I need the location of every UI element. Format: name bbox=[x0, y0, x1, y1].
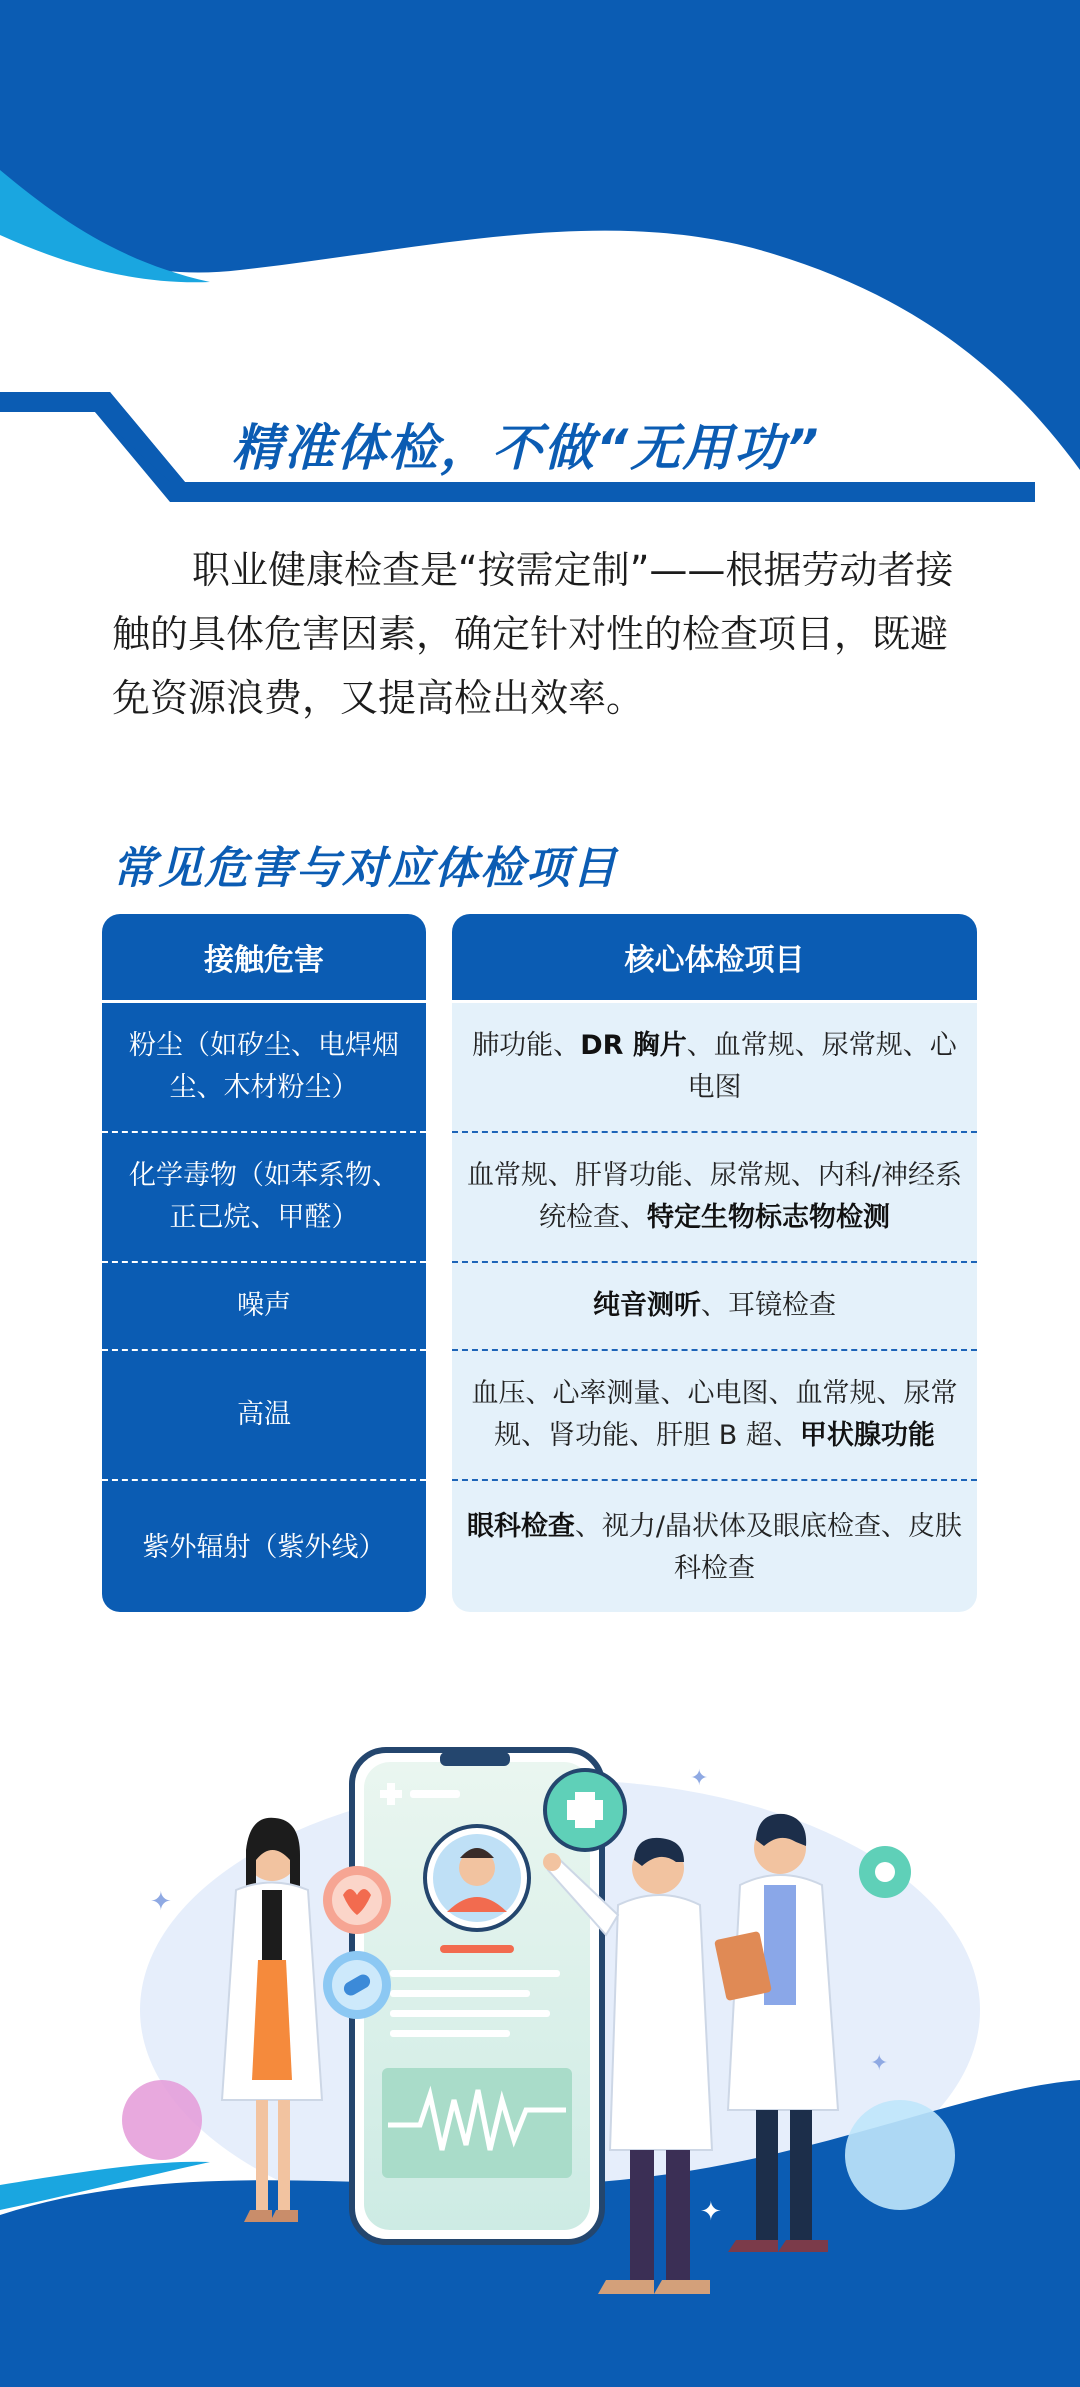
exam-items-column-header: 核心体检项目 bbox=[452, 914, 977, 1003]
headline: 精准体检，不做“无用功” bbox=[232, 419, 821, 477]
hazard-cell: 化学毒物（如苯系物、正己烷、甲醛） bbox=[102, 1133, 426, 1263]
exam-item-highlight: 甲状腺功能 bbox=[799, 1420, 935, 1451]
exam-item-text: 肺功能、 bbox=[472, 1030, 581, 1061]
hazard-cell: 粉尘（如矽尘、电焊烟尘、木材粉尘） bbox=[102, 1003, 426, 1133]
svg-text:✦: ✦ bbox=[700, 2197, 722, 2227]
exam-item-highlight: 眼科检查 bbox=[466, 1511, 575, 1542]
svg-text:✦: ✦ bbox=[150, 1887, 172, 1917]
hazard-column-header: 接触危害 bbox=[102, 914, 426, 1003]
hazard-cell: 噪声 bbox=[102, 1263, 426, 1351]
exam-items-cell bbox=[452, 1481, 977, 1612]
intro-paragraph: 职业健康检查是“按需定制”——根据劳动者接触的具体危害因素，确定针对性的检查项目，既避免资源浪费，又提高检出效率。 bbox=[112, 548, 954, 720]
hazard-cell: 紫外辐射（紫外线） bbox=[142, 1532, 386, 1563]
hazard-column bbox=[102, 914, 426, 1612]
hazard-cell: 高温 bbox=[102, 1351, 426, 1481]
exam-items-column bbox=[452, 914, 977, 1612]
exam-item-highlight: 特定生物标志物检测 bbox=[647, 1202, 890, 1233]
exam-item-text: 血压、心率测量、心电图、血常规、尿常规、肾功能、肝胆 B 超、 bbox=[471, 1378, 958, 1451]
exam-items-cell bbox=[452, 1351, 977, 1481]
exam-item-highlight: 纯音测听 bbox=[593, 1290, 701, 1321]
svg-text:✦: ✦ bbox=[870, 2051, 889, 2076]
exam-item-text: 、血常规、尿常规、心电图 bbox=[686, 1030, 957, 1103]
exam-item-text: 、耳镜检查 bbox=[701, 1290, 836, 1321]
exam-items-cell bbox=[452, 1003, 977, 1133]
exam-items-cell bbox=[452, 1263, 977, 1351]
exam-item-text: 、视力/晶状体及眼底检查、皮肤科检查 bbox=[574, 1511, 963, 1584]
exam-item-highlight: DR 胸片 bbox=[580, 1030, 687, 1061]
exam-item-text: 血常规、肝肾功能、尿常规、内科/神经系统检查、 bbox=[466, 1160, 963, 1233]
section-title: 常见危害与对应体检项目 bbox=[112, 843, 618, 894]
svg-text:✦: ✦ bbox=[690, 1766, 709, 1791]
exam-items-cell bbox=[452, 1133, 977, 1263]
